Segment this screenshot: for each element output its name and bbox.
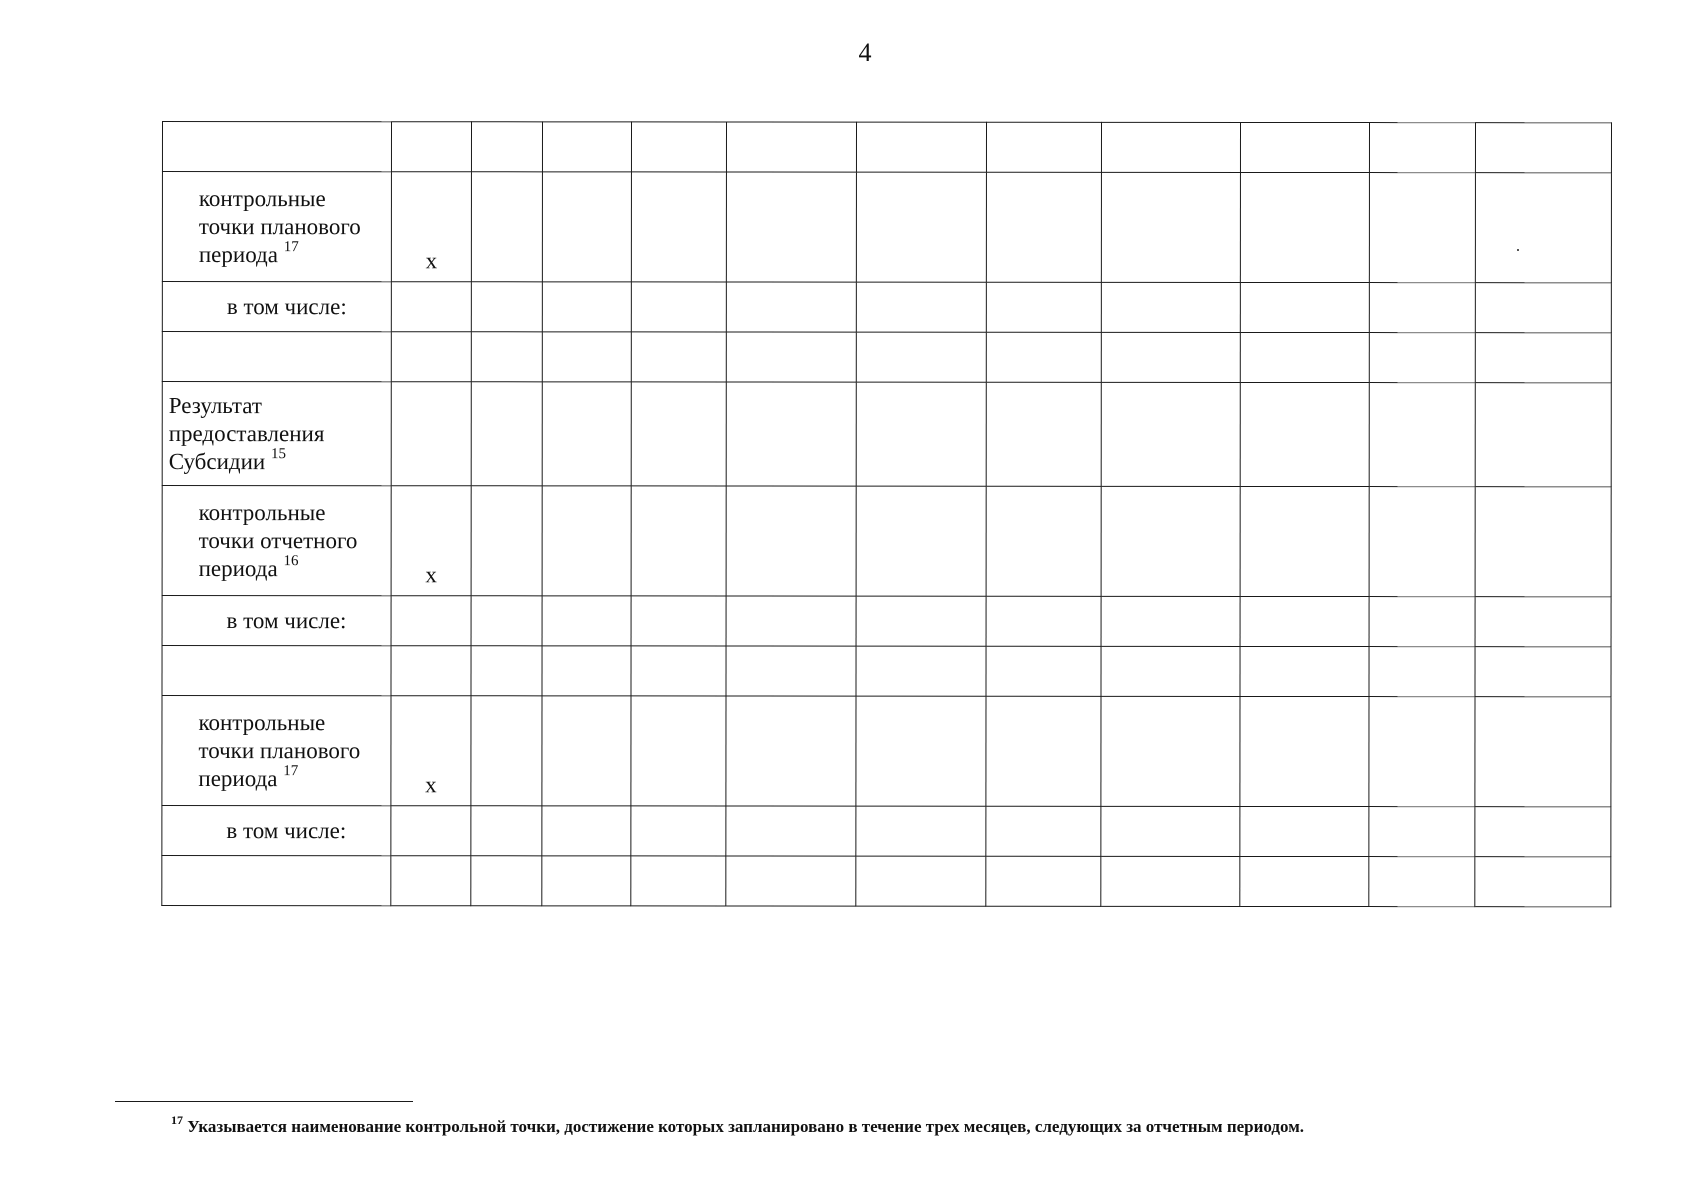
row-label-cell [162, 282, 391, 332]
row-label-cell [162, 646, 391, 696]
empty-cell [1475, 123, 1611, 173]
empty-cell [471, 646, 542, 696]
empty-cell [1101, 282, 1240, 332]
empty-cell [1475, 173, 1611, 283]
empty-cell [1101, 382, 1240, 486]
empty-cell [471, 332, 542, 382]
table-row [162, 332, 1611, 383]
empty-cell [1369, 857, 1475, 907]
marker-cell [391, 282, 471, 332]
empty-cell [986, 332, 1101, 382]
empty-cell [856, 122, 986, 172]
empty-cell [542, 282, 631, 332]
marker-cell [391, 122, 471, 172]
empty-cell [856, 282, 986, 332]
empty-cell [542, 646, 631, 696]
footnote-reference: 17 [283, 762, 299, 779]
scan-speck [1517, 249, 1519, 251]
empty-cell [1369, 283, 1475, 333]
empty-cell [1240, 806, 1369, 856]
marker-cell: x [391, 486, 471, 596]
row-label-cell [162, 486, 391, 596]
empty-cell [1240, 596, 1369, 646]
empty-cell [631, 122, 726, 172]
empty-cell [542, 486, 631, 596]
empty-cell [542, 382, 631, 486]
empty-cell [631, 332, 726, 382]
empty-cell [856, 332, 986, 382]
empty-cell [1475, 857, 1611, 907]
row-label-line: точки планового [198, 213, 361, 239]
row-label-line: Результат [168, 392, 262, 418]
footnote-separator [115, 1101, 413, 1102]
subtotal-label: в том числе: [226, 293, 347, 319]
empty-cell [542, 806, 631, 856]
empty-cell [986, 172, 1101, 282]
empty-cell [631, 696, 726, 806]
marker-cell [391, 806, 471, 856]
empty-cell [856, 806, 986, 856]
empty-cell [726, 122, 856, 172]
empty-cell [986, 282, 1101, 332]
empty-cell [726, 486, 856, 596]
empty-cell [631, 282, 726, 332]
empty-cell [856, 486, 986, 596]
empty-cell [1475, 647, 1611, 697]
empty-cell [726, 382, 856, 486]
row-label-cell [162, 332, 391, 382]
empty-cell [1240, 172, 1369, 282]
row-label-line: точки отчетного [198, 527, 358, 553]
empty-cell [631, 856, 726, 906]
empty-cell [631, 486, 726, 596]
subtotal-label: в том числе: [226, 817, 347, 843]
row-label-line: контрольные [198, 709, 326, 735]
row-label-line: Субсидии [168, 448, 266, 474]
empty-cell [1101, 856, 1240, 906]
empty-cell [1240, 486, 1369, 596]
row-label-cell [162, 806, 391, 856]
empty-cell [1240, 122, 1369, 172]
empty-cell [726, 282, 856, 332]
table-row [162, 856, 1611, 907]
empty-cell [1475, 383, 1611, 487]
row-label-line: точки планового [198, 737, 361, 763]
empty-cell [542, 596, 631, 646]
empty-cell [471, 806, 542, 856]
table-row [162, 806, 1611, 857]
empty-cell [986, 646, 1101, 696]
control-points-table [161, 121, 1612, 907]
marker-cell: x [391, 696, 471, 806]
empty-cell [856, 382, 986, 486]
empty-cell [1475, 697, 1611, 807]
empty-cell [1369, 807, 1475, 857]
empty-cell [1101, 806, 1240, 856]
page-number: 4 [858, 38, 872, 67]
row-label-line: предоставления [168, 420, 325, 446]
empty-cell [1369, 123, 1475, 173]
table-row [162, 696, 1611, 807]
table-row [162, 382, 1611, 487]
empty-cell [1101, 646, 1240, 696]
empty-cell [1101, 122, 1240, 172]
empty-cell [542, 122, 631, 172]
empty-cell [986, 856, 1101, 906]
empty-cell [726, 172, 856, 282]
empty-cell [1101, 486, 1240, 596]
empty-cell [1240, 696, 1369, 806]
empty-cell [1240, 856, 1369, 906]
empty-cell [726, 806, 856, 856]
empty-cell [631, 806, 726, 856]
row-label-line: контрольные [198, 499, 326, 525]
empty-cell [1101, 172, 1240, 282]
row-label-cell [162, 172, 391, 282]
empty-cell [1369, 597, 1475, 647]
row-label-cell [162, 382, 391, 486]
empty-cell [542, 856, 631, 906]
empty-cell [856, 696, 986, 806]
row-label-cell [162, 696, 391, 806]
marker-cell: x [391, 172, 471, 282]
marker-cell [391, 596, 471, 646]
row-label-cell [162, 596, 391, 646]
empty-cell [726, 596, 856, 646]
empty-cell [542, 696, 631, 806]
empty-cell [986, 486, 1101, 596]
empty-cell [856, 646, 986, 696]
footnote-number: 17 [171, 1113, 183, 1128]
empty-cell [856, 596, 986, 646]
footnote-text: Указывается наименование контрольной точки, достижение которых запланировано в течение трех месяцев, следующих за отчетным периодом. [187, 1117, 1305, 1136]
empty-cell [726, 696, 856, 806]
footnote-reference: 16 [283, 552, 299, 569]
table-row [162, 486, 1611, 597]
row-label-cell [162, 122, 391, 172]
row-label-line: периода [198, 555, 278, 581]
empty-cell [542, 332, 631, 382]
marker-cell [391, 382, 471, 486]
empty-cell [1240, 382, 1369, 486]
empty-cell [986, 806, 1101, 856]
marker-cell [391, 646, 471, 696]
empty-cell [471, 596, 542, 646]
empty-cell [631, 596, 726, 646]
empty-cell [1240, 646, 1369, 696]
table-row [162, 282, 1611, 333]
empty-cell [471, 856, 542, 906]
empty-cell [1101, 696, 1240, 806]
subtotal-label: в том числе: [226, 607, 347, 633]
empty-cell [856, 172, 986, 282]
empty-cell [1475, 283, 1611, 333]
table-row [162, 122, 1611, 173]
empty-cell [986, 122, 1101, 172]
empty-cell [471, 696, 542, 806]
footnote [171, 1113, 1305, 1138]
marker-cell [391, 332, 471, 382]
footnote-reference: 15 [270, 445, 286, 462]
empty-cell [986, 696, 1101, 806]
table-row [162, 646, 1611, 697]
row-label-line: контрольные [198, 185, 326, 211]
empty-cell [471, 172, 542, 282]
empty-cell [726, 332, 856, 382]
empty-cell [1101, 332, 1240, 382]
row-label-line: периода [198, 241, 278, 267]
empty-cell [1369, 487, 1475, 597]
empty-cell [1369, 333, 1475, 383]
empty-cell [1369, 647, 1475, 697]
footnote-reference: 17 [283, 238, 299, 255]
empty-cell [1475, 333, 1611, 383]
empty-cell [1475, 487, 1611, 597]
row-label-line: периода [198, 765, 278, 791]
marker-cell [391, 856, 471, 906]
empty-cell [1240, 332, 1369, 382]
empty-cell [471, 382, 542, 486]
table-row [162, 172, 1611, 283]
empty-cell [471, 122, 542, 172]
row-label-cell [162, 856, 391, 906]
empty-cell [726, 856, 856, 906]
empty-cell [986, 596, 1101, 646]
empty-cell [726, 646, 856, 696]
empty-cell [1101, 596, 1240, 646]
empty-cell [631, 172, 726, 282]
empty-cell [1369, 697, 1475, 807]
empty-cell [471, 486, 542, 596]
empty-cell [631, 646, 726, 696]
empty-cell [1475, 597, 1611, 647]
empty-cell [471, 282, 542, 332]
empty-cell [856, 856, 986, 906]
empty-cell [1240, 282, 1369, 332]
empty-cell [986, 382, 1101, 486]
empty-cell [1369, 383, 1475, 487]
empty-cell [631, 382, 726, 486]
empty-cell [542, 172, 631, 282]
empty-cell [1475, 807, 1611, 857]
empty-cell [1369, 173, 1475, 283]
table-row [162, 596, 1611, 647]
